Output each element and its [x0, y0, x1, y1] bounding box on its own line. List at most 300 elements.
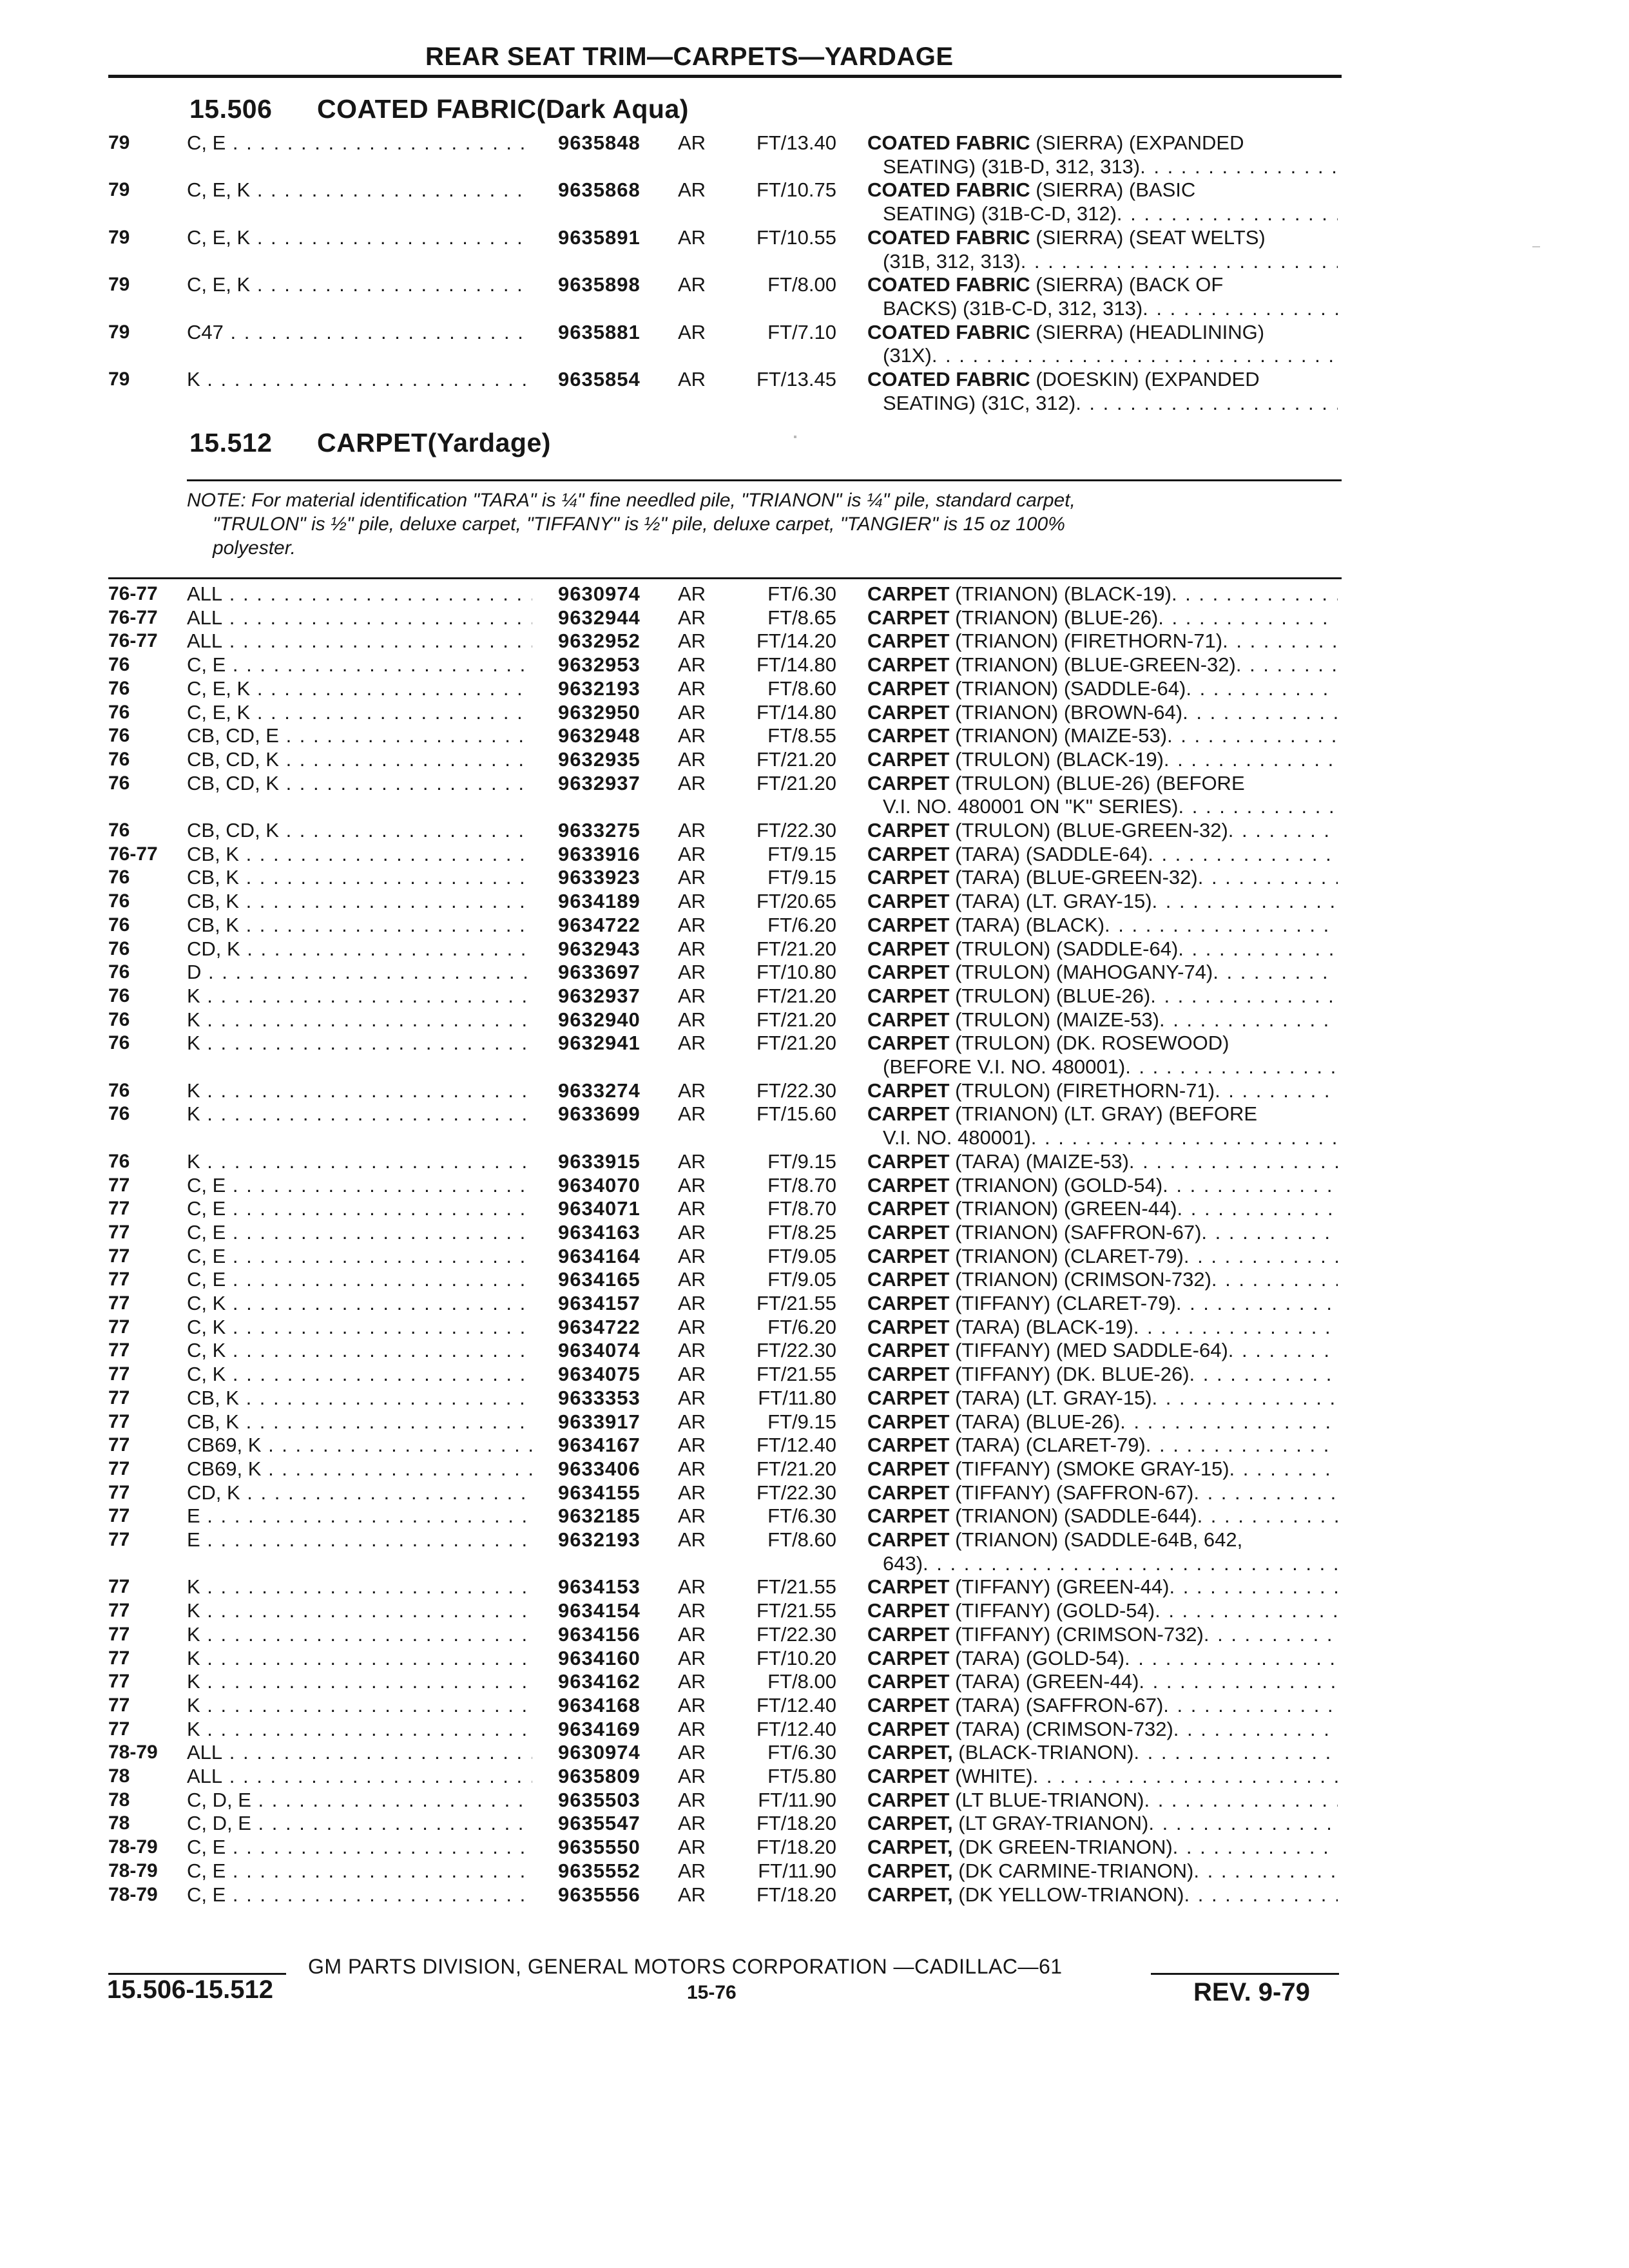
body-code: C, E . . .	[187, 1197, 532, 1221]
unit: AR	[678, 1457, 706, 1480]
unit: AR	[678, 1032, 706, 1055]
body-code: K . . .	[187, 1079, 532, 1103]
quantity: FT/8.70	[767, 1197, 836, 1220]
material-note	[187, 488, 1340, 560]
part-description	[867, 1575, 1338, 1599]
part-name: CARPET	[867, 819, 950, 841]
quantity: FT/8.00	[767, 1670, 836, 1693]
part-number: 9635550	[558, 1836, 641, 1859]
unit: AR	[678, 1386, 706, 1409]
quantity: FT/18.20	[756, 1883, 836, 1906]
part-description	[867, 273, 1338, 320]
part-number: 9633275	[558, 819, 641, 841]
body-code: K . . .	[187, 1032, 532, 1055]
section-heading-carpet	[189, 428, 551, 458]
quantity: FT/10.80	[756, 961, 836, 984]
unit: AR	[678, 961, 706, 984]
body-code: K . . .	[187, 1623, 532, 1647]
part-description	[867, 1008, 1338, 1032]
quantity: FT/9.05	[767, 1244, 836, 1267]
body-code: K . . .	[187, 1008, 532, 1032]
part-number: 9634075	[558, 1363, 641, 1386]
part-number: 9635854	[558, 368, 641, 390]
model-year: 77	[108, 1623, 130, 1645]
part-description	[867, 1268, 1338, 1292]
part-number: 9635898	[558, 273, 641, 296]
model-year: 77	[108, 1718, 130, 1740]
description-text: (TARA) (GREEN-44)	[955, 1670, 1139, 1693]
description-text: (TRIANON) (BLUE-26)	[955, 606, 1159, 629]
body-code: CB, K . . .	[187, 1387, 532, 1410]
quantity: FT/9.15	[767, 1149, 836, 1173]
description-line	[867, 1789, 1338, 1812]
description-text: (TARA) (BLACK)	[955, 913, 1105, 936]
model-year: 77	[108, 1505, 130, 1527]
part-name: COATED FABRIC	[867, 131, 1030, 154]
description-text: (TIFFANY) (MED SADDLE-64)	[955, 1339, 1228, 1362]
unit: AR	[678, 1339, 706, 1362]
unit: AR	[678, 1244, 706, 1267]
model-year: 76	[108, 914, 130, 936]
model-year: 78-79	[108, 1860, 158, 1881]
quantity: FT/11.90	[758, 1788, 836, 1811]
part-name: CARPET	[867, 842, 950, 865]
description-text: (SIERRA) (HEADLINING)	[1036, 320, 1265, 343]
quantity: FT/10.20	[756, 1646, 836, 1669]
description-line	[867, 1079, 1338, 1103]
part-number: 9634164	[558, 1244, 641, 1267]
part-description	[867, 890, 1338, 914]
part-number: 9633406	[558, 1457, 641, 1480]
part-name: CARPET	[867, 1670, 950, 1693]
quantity: FT/11.90	[758, 1859, 836, 1882]
description-line	[867, 653, 1338, 677]
part-description	[867, 937, 1338, 961]
footer-rule-right	[1151, 1973, 1339, 1975]
body-code: K . . .	[187, 1102, 532, 1126]
description-text: (TARA) (CRIMSON-732)	[955, 1717, 1173, 1740]
part-description	[867, 1457, 1338, 1481]
quantity: FT/22.30	[756, 1622, 836, 1646]
unit: AR	[678, 131, 706, 154]
description-line	[867, 297, 1338, 321]
unit: AR	[678, 320, 706, 343]
part-description	[867, 1789, 1338, 1812]
description-text: (TIFFANY) (CLARET-79)	[955, 1292, 1176, 1314]
description-text: (TRIANON) (SADDLE-644)	[955, 1504, 1197, 1528]
part-number: 9634722	[558, 1315, 641, 1338]
model-year: 79	[108, 274, 130, 296]
quantity: FT/14.80	[756, 653, 836, 677]
description-text: (TARA) (MAIZE-53)	[955, 1149, 1129, 1173]
part-number: 9632944	[558, 606, 641, 629]
quantity: FT/8.60	[767, 677, 836, 700]
description-line	[867, 1575, 1338, 1599]
part-description	[867, 724, 1338, 748]
body-code: CB, CD, K . . .	[187, 772, 532, 796]
part-description	[867, 819, 1338, 843]
quantity: FT/12.40	[756, 1693, 836, 1716]
description-line	[867, 1363, 1338, 1387]
model-year: 78-79	[108, 1836, 158, 1858]
part-number: 9634156	[558, 1622, 641, 1646]
unit: AR	[678, 1575, 706, 1599]
part-number: 9632950	[558, 700, 641, 724]
body-code: C, E, K . . .	[187, 226, 532, 250]
model-year: 76	[108, 867, 130, 889]
description-line	[867, 1008, 1338, 1032]
part-name: CARPET	[867, 1339, 950, 1362]
description-text: (WHITE)	[955, 1765, 1033, 1787]
quantity: FT/6.30	[767, 1504, 836, 1528]
part-number: 9633353	[558, 1386, 641, 1409]
body-code: K . . .	[187, 1599, 532, 1623]
description-text: SEATING) (31B-C-D, 312)	[883, 202, 1117, 226]
part-number: 9633699	[558, 1102, 641, 1126]
description-line	[867, 890, 1338, 914]
description-line	[867, 1623, 1338, 1647]
description-line	[867, 1694, 1338, 1718]
part-name: CARPET	[867, 1173, 950, 1196]
part-name: CARPET	[867, 1197, 950, 1220]
part-name: CARPET,	[867, 1836, 953, 1859]
description-text: (SIERRA) (BACK OF	[1036, 273, 1224, 296]
unit: AR	[678, 1765, 706, 1787]
model-year: 77	[108, 1316, 130, 1338]
model-year: 79	[108, 132, 130, 153]
unit: AR	[678, 1599, 706, 1622]
body-code: C, E, K . . .	[187, 677, 532, 701]
part-description	[867, 1718, 1338, 1742]
part-number: 9633915	[558, 1149, 641, 1173]
section-number: 15.506	[189, 94, 273, 124]
part-description	[867, 1836, 1338, 1860]
body-code: C, K . . .	[187, 1363, 532, 1387]
body-code: E . . .	[187, 1528, 532, 1552]
part-description	[867, 914, 1338, 937]
unit: AR	[678, 1481, 706, 1504]
header-rule	[108, 75, 1342, 78]
quantity: FT/21.20	[756, 747, 836, 771]
model-year: 76	[108, 677, 130, 699]
part-number: 9632943	[558, 937, 641, 960]
quantity: FT/21.55	[756, 1575, 836, 1599]
description-line	[867, 606, 1338, 630]
part-description	[867, 748, 1338, 772]
part-number: 9632941	[558, 1032, 641, 1055]
model-year: 77	[108, 1340, 130, 1361]
part-number: 9635809	[558, 1765, 641, 1787]
body-code: ALL . . .	[187, 1741, 532, 1765]
part-description	[867, 1150, 1338, 1174]
note-line: NOTE: For material identification "TARA" is ¼" fine needled pile, "TRIANON" is ¼" pile, standard carpet,	[187, 490, 1075, 511]
body-code: D . . .	[187, 961, 532, 985]
quantity: FT/8.00	[767, 273, 836, 296]
description-text: (TRIANON) (BROWN-64)	[955, 700, 1183, 724]
unit: AR	[678, 842, 706, 865]
description-text: (DK YELLOW-TRIANON)	[958, 1883, 1184, 1906]
model-year: 77	[108, 1576, 130, 1598]
part-description	[867, 131, 1338, 178]
body-code: C, E . . .	[187, 1883, 532, 1907]
quantity: FT/6.30	[767, 1741, 836, 1764]
description-line	[867, 178, 1338, 202]
part-description	[867, 653, 1338, 677]
quantity: FT/6.20	[767, 1315, 836, 1338]
description-line	[867, 1268, 1338, 1292]
unit: AR	[678, 1292, 706, 1314]
model-year: 79	[108, 321, 130, 343]
part-description	[867, 1883, 1338, 1907]
description-text: (TRULON) (FIRETHORN-71)	[955, 1079, 1215, 1102]
quantity: FT/9.15	[767, 866, 836, 889]
part-description	[867, 1174, 1338, 1198]
model-year: 78-79	[108, 1883, 158, 1905]
part-name: CARPET	[867, 984, 950, 1007]
model-year: 76	[108, 937, 130, 959]
model-year: 78-79	[108, 1742, 158, 1763]
part-description	[867, 1079, 1338, 1103]
quantity: FT/12.40	[756, 1434, 836, 1457]
unit: AR	[678, 866, 706, 889]
body-code: C, E . . .	[187, 653, 532, 677]
unit: AR	[678, 1528, 706, 1551]
description-text: (TIFFANY) (SAFFRON-67)	[955, 1481, 1194, 1504]
quantity: FT/8.65	[767, 606, 836, 629]
model-year: 76	[108, 1032, 130, 1054]
unit: AR	[678, 1504, 706, 1528]
quantity: FT/9.15	[767, 842, 836, 865]
model-year: 79	[108, 179, 130, 201]
description-text: (TARA) (SADDLE-64)	[955, 842, 1148, 865]
part-description	[867, 1387, 1338, 1410]
part-description	[867, 629, 1338, 653]
part-description	[867, 178, 1338, 226]
part-description	[867, 368, 1338, 415]
description-text: (TRIANON) (GREEN-44)	[955, 1197, 1177, 1220]
part-name: CARPET	[867, 1410, 950, 1433]
unit: AR	[678, 890, 706, 913]
part-description	[867, 1860, 1338, 1883]
description-text: (TARA) (GOLD-54)	[955, 1646, 1125, 1669]
description-line	[867, 1836, 1338, 1860]
part-description	[867, 866, 1338, 890]
description-line	[867, 321, 1338, 345]
unit: AR	[678, 984, 706, 1007]
description-text: (TRIANON) (FIRETHORN-71)	[955, 629, 1223, 653]
publisher-line: GM PARTS DIVISION, GENERAL MOTORS CORPORATION —CADILLAC—61	[308, 1955, 1063, 1978]
part-name: CARPET	[867, 1008, 950, 1031]
model-year: 77	[108, 1269, 130, 1291]
part-number: 9632935	[558, 747, 641, 771]
quantity: FT/21.20	[756, 1457, 836, 1480]
body-code: CD, K . . .	[187, 937, 532, 961]
part-name: CARPET	[867, 653, 950, 677]
unit: AR	[678, 677, 706, 700]
model-year: 77	[108, 1174, 130, 1196]
part-name: CARPET	[867, 1457, 950, 1480]
quantity: FT/21.20	[756, 937, 836, 960]
part-name: CARPET	[867, 1575, 950, 1599]
part-number: 9635868	[558, 178, 641, 202]
part-name: COATED FABRIC	[867, 320, 1030, 343]
part-name: CARPET	[867, 1646, 950, 1669]
body-code: K . . .	[187, 1647, 532, 1671]
quantity: FT/22.30	[756, 1079, 836, 1102]
section-heading-coated-fabric	[189, 94, 689, 124]
part-description	[867, 677, 1338, 701]
model-year: 78	[108, 1789, 130, 1811]
part-name: CARPET	[867, 1292, 950, 1314]
description-line	[867, 1032, 1338, 1055]
description-line	[867, 1528, 1338, 1552]
body-code: C, E . . .	[187, 1245, 532, 1269]
part-number: 9634155	[558, 1481, 641, 1504]
part-name: COATED FABRIC	[867, 273, 1030, 296]
part-number: 9633917	[558, 1410, 641, 1433]
unit: AR	[678, 771, 706, 794]
part-name: COATED FABRIC	[867, 368, 1030, 390]
description-line	[867, 1292, 1338, 1316]
description-line	[867, 937, 1338, 961]
part-number: 9633274	[558, 1079, 641, 1102]
quantity: FT/22.30	[756, 1339, 836, 1362]
part-number: 9632193	[558, 677, 641, 700]
part-number: 9632948	[558, 724, 641, 747]
description-line	[867, 1552, 1338, 1576]
note-rule-top	[187, 479, 1342, 481]
description-text: (31X)	[883, 344, 932, 367]
model-year: 76-77	[108, 843, 158, 865]
unit: AR	[678, 1173, 706, 1196]
body-code: C, D, E . . .	[187, 1789, 532, 1812]
quantity: FT/10.55	[756, 226, 836, 249]
part-number: 9635547	[558, 1812, 641, 1835]
model-year: 76	[108, 654, 130, 676]
body-code: C, E . . .	[187, 1268, 532, 1292]
quantity: FT/7.10	[767, 320, 836, 343]
description-line	[867, 1434, 1338, 1457]
quantity: FT/8.25	[767, 1220, 836, 1244]
part-number: 9635552	[558, 1859, 641, 1882]
part-number: 9635848	[558, 131, 641, 154]
part-name: CARPET	[867, 1599, 950, 1622]
unit: AR	[678, 1220, 706, 1244]
unit: AR	[678, 629, 706, 653]
body-code: CB, K . . .	[187, 843, 532, 867]
body-code: K . . .	[187, 985, 532, 1008]
part-name: CARPET	[867, 1504, 950, 1528]
part-name: CARPET	[867, 1765, 950, 1787]
description-text: (BLACK-TRIANON)	[958, 1741, 1134, 1764]
part-number: 9632940	[558, 1008, 641, 1031]
description-line	[867, 226, 1338, 250]
description-text: (TRULON) (DK. ROSEWOOD)	[955, 1032, 1229, 1055]
description-text: (TRIANON) (GOLD-54)	[955, 1173, 1163, 1196]
part-name: CARPET	[867, 1244, 950, 1267]
part-name: CARPET,	[867, 1859, 953, 1882]
part-description	[867, 582, 1338, 606]
part-number: 9632185	[558, 1504, 641, 1528]
description-line	[867, 1812, 1338, 1836]
part-description	[867, 1245, 1338, 1269]
part-number: 9634168	[558, 1693, 641, 1716]
description-line	[867, 155, 1338, 179]
part-name: COATED FABRIC	[867, 178, 1030, 202]
part-name: CARPET	[867, 771, 950, 794]
description-line	[867, 866, 1338, 890]
part-description	[867, 1102, 1338, 1149]
part-description	[867, 1812, 1338, 1836]
description-line	[867, 368, 1338, 392]
body-code: K . . .	[187, 1694, 532, 1718]
part-number: 9632937	[558, 984, 641, 1007]
model-year: 79	[108, 369, 130, 390]
part-name: CARPET	[867, 1528, 950, 1551]
body-code: C, E, K . . .	[187, 701, 532, 725]
section-title: CARPET(Yardage)	[317, 428, 551, 457]
description-text: (31B, 312, 313)	[883, 249, 1021, 273]
unit: AR	[678, 368, 706, 390]
body-code: CB, CD, K . . .	[187, 748, 532, 772]
part-name: CARPET	[867, 629, 950, 653]
description-line	[867, 273, 1338, 297]
quantity: FT/21.55	[756, 1363, 836, 1386]
model-year: 76	[108, 1103, 130, 1125]
description-line	[867, 131, 1338, 155]
description-line	[867, 1647, 1338, 1671]
description-text: SEATING) (31B-D, 312, 313)	[883, 155, 1141, 178]
part-description	[867, 961, 1338, 985]
unit: AR	[678, 1717, 706, 1740]
part-number: 9634162	[558, 1670, 641, 1693]
unit: AR	[678, 1268, 706, 1291]
unit: AR	[678, 1363, 706, 1386]
description-line	[867, 701, 1338, 725]
description-text: (TRIANON) (SADDLE-64B, 642,	[955, 1528, 1243, 1551]
body-code: C, E . . .	[187, 1221, 532, 1245]
quantity: FT/12.40	[756, 1717, 836, 1740]
part-number: 9633923	[558, 866, 641, 889]
description-text: (TRULON) (MAIZE-53)	[955, 1008, 1159, 1031]
part-name: CARPET	[867, 1717, 950, 1740]
page-number: 15-76	[687, 1982, 737, 2003]
quantity: FT/8.55	[767, 724, 836, 747]
quantity: FT/18.20	[756, 1812, 836, 1835]
part-number: 9634153	[558, 1575, 641, 1599]
part-name: CARPET	[867, 1481, 950, 1504]
unit: AR	[678, 653, 706, 677]
part-number: 9633697	[558, 961, 641, 984]
description-line	[867, 202, 1338, 226]
part-number: 9634169	[558, 1717, 641, 1740]
description-line	[867, 748, 1338, 772]
description-line	[867, 1150, 1338, 1174]
part-description	[867, 1032, 1338, 1079]
model-year: 76-77	[108, 606, 158, 628]
unit: AR	[678, 913, 706, 936]
unit: AR	[678, 1008, 706, 1031]
part-name: CARPET	[867, 1079, 950, 1102]
description-line	[867, 1126, 1338, 1150]
description-text: (TIFFANY) (CRIMSON-732)	[955, 1622, 1204, 1646]
description-line	[867, 1387, 1338, 1410]
part-description	[867, 606, 1338, 630]
quantity: FT/21.20	[756, 1032, 836, 1055]
model-year: 76	[108, 701, 130, 723]
part-description	[867, 985, 1338, 1008]
model-year: 76	[108, 985, 130, 1006]
